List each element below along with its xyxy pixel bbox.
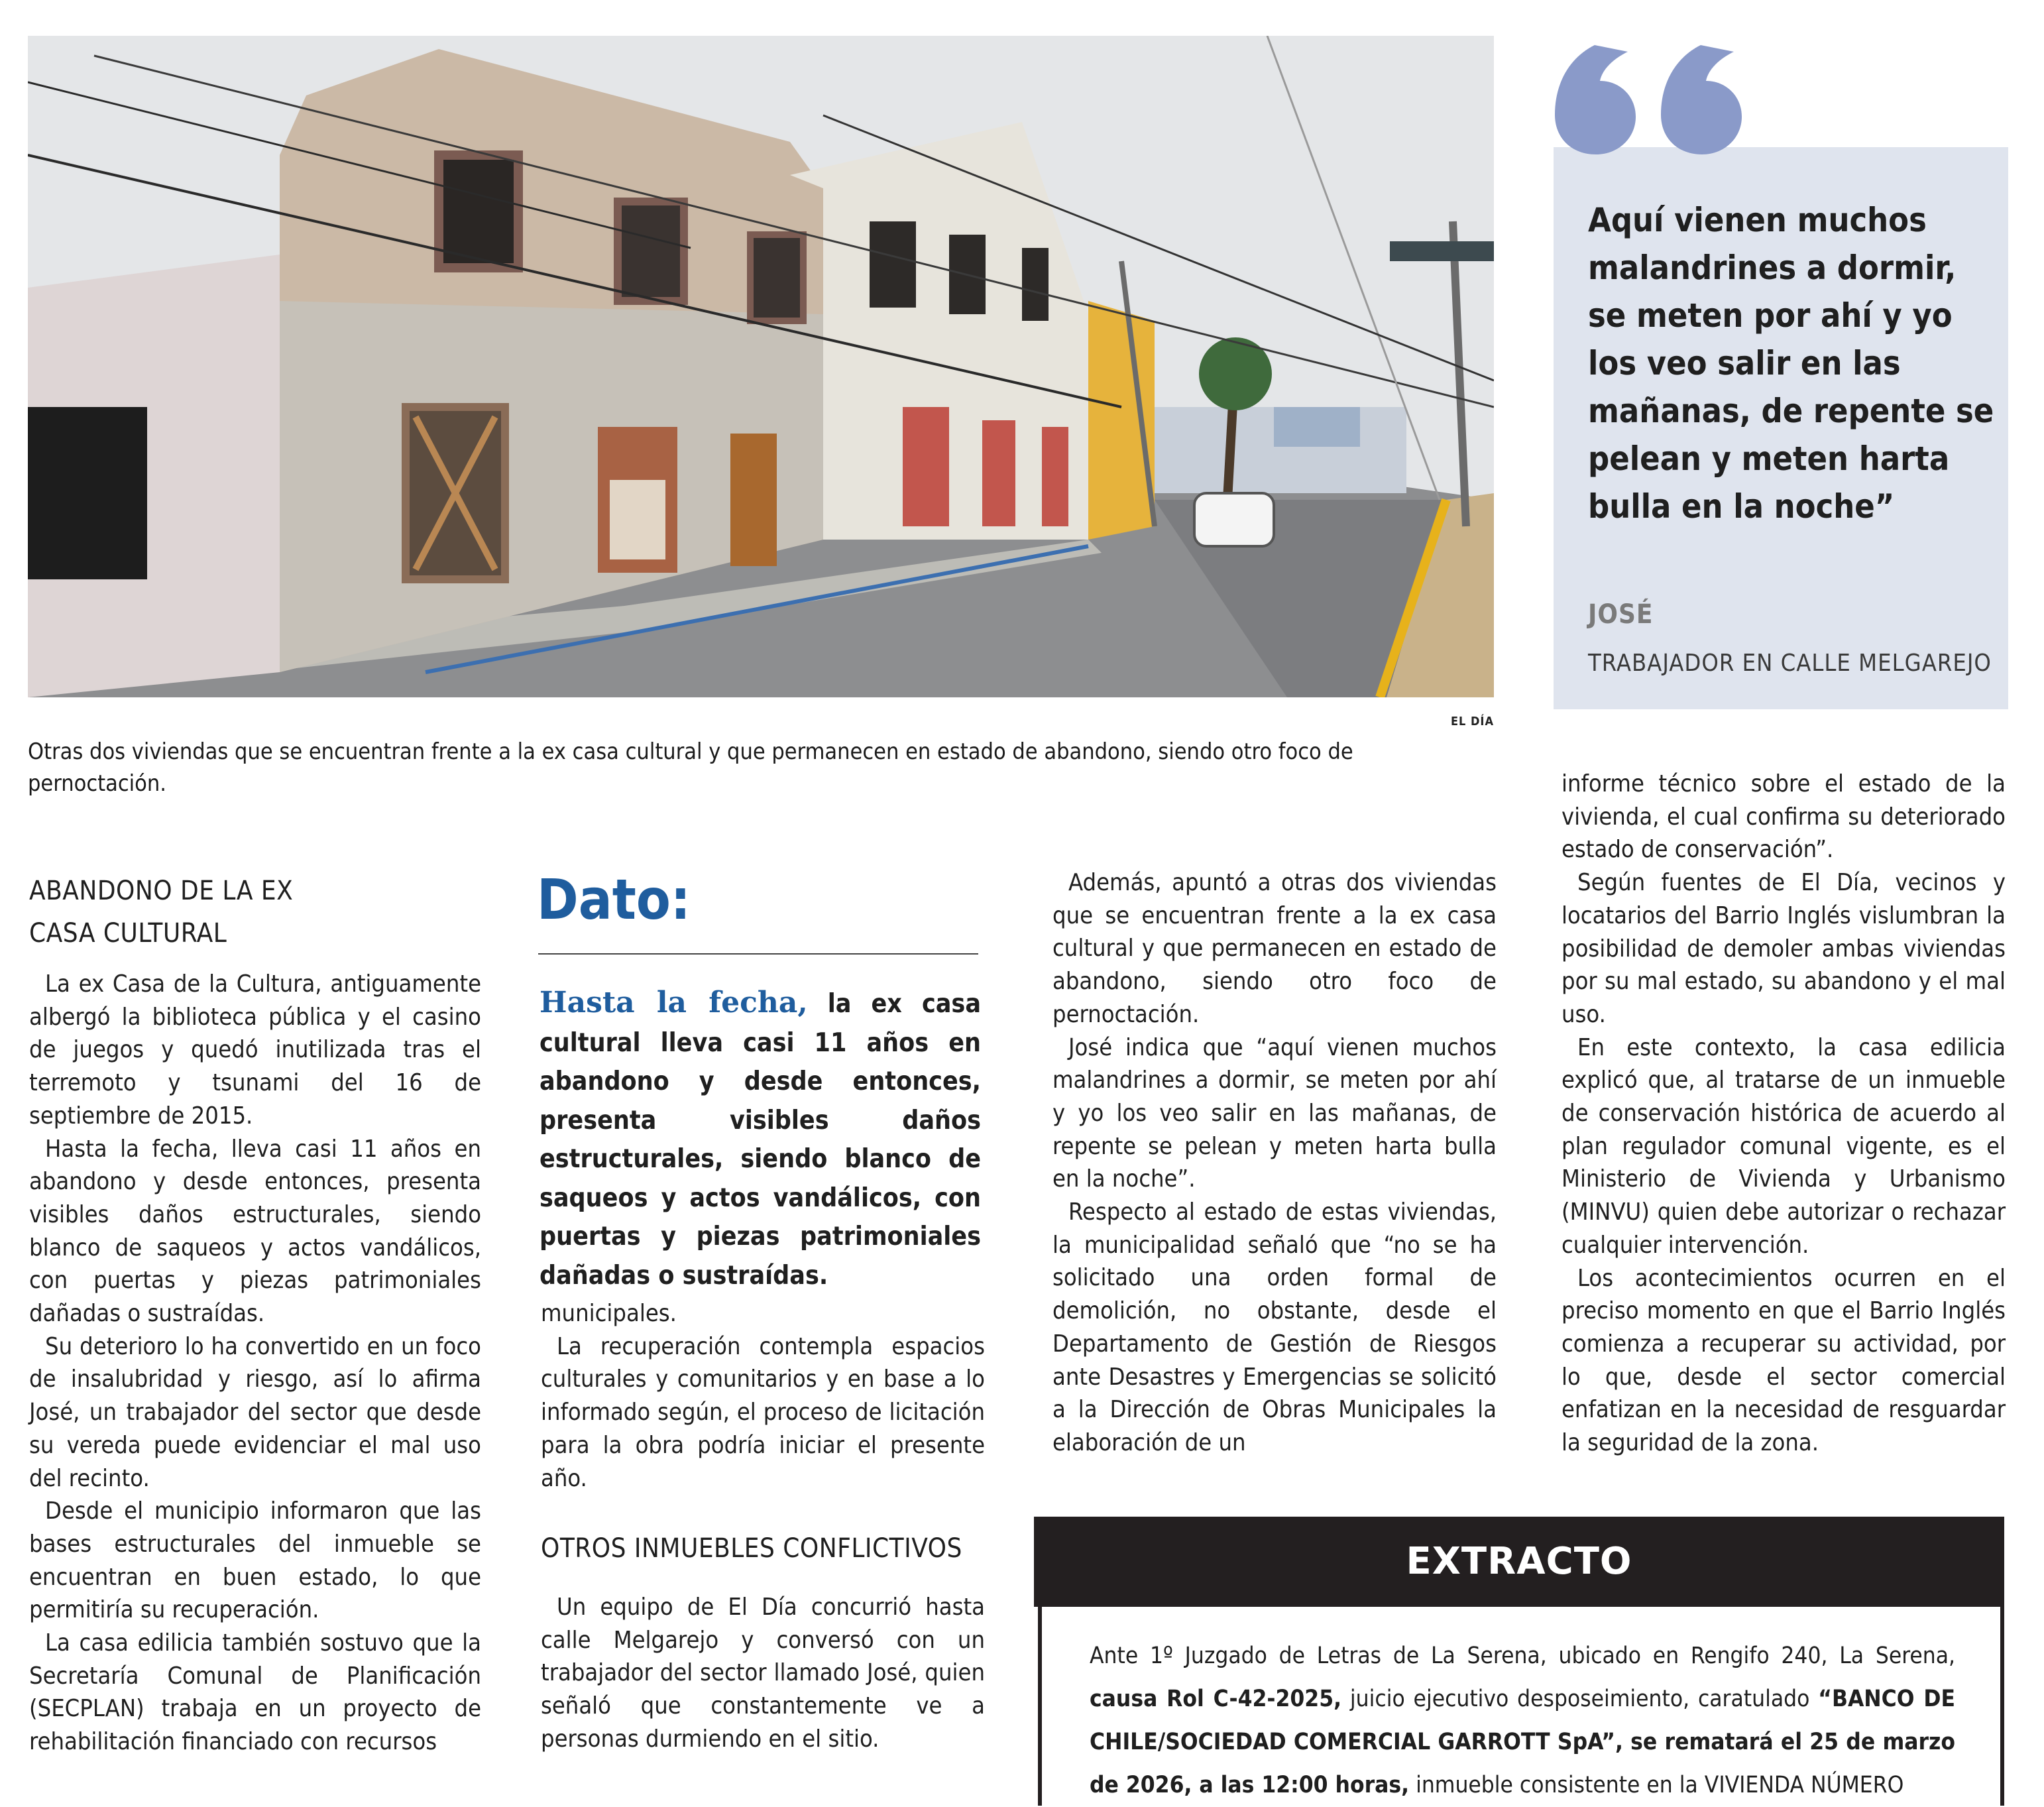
paragraph: informe técnico sobre el estado de la vivienda, el cual confirma su deteriorado estado de conservación”. [1561, 770, 2006, 864]
quote-author: JOSÉ [1588, 599, 1654, 630]
paragraph: Su deterioro lo ha convertido en un foco de insalubridad y riesgo, así lo afirma José, un trabajador del sector que desde su vereda puede evidenciar el mal uso del recinto. [29, 1332, 481, 1492]
quote-mark-icon [1555, 32, 1767, 158]
column-1-body [29, 968, 481, 1759]
column-2-body-b [541, 1591, 985, 1756]
paragraph: Un equipo de El Día concurrió hasta calle Melgarejo y conversó con un trabajador del sector llamado José, quien señaló que constantemente ve a personas durmiendo en el sitio. [541, 1594, 985, 1753]
extracto-part: inmueble consistente en la VIVIENDA NÚMERO [1409, 1772, 1904, 1798]
paragraph: José indica que “aquí vienen muchos malandrines a dormir, se meten por ahí y yo los veo salir en las mañanas, de repente se pelean y meten harta bulla en la noche”. [1052, 1033, 1497, 1193]
paragraph: Desde el municipio informaron que las bases estructurales del inmueble se encuentran en buen estado, lo que permitiría su recuperación. [29, 1497, 481, 1624]
extracto-part: Ante 1º Juzgado de Letras de La Serena, ubicado en Rengifo 240, La Serena, [1090, 1643, 1955, 1669]
extracto-part: juicio ejecutivo desposeimiento, caratulado [1341, 1686, 1819, 1712]
paragraph: La recuperación contempla espacios culturales y comunitarios y en base a lo informado según, el proceso de licitación para la obra podría iniciar el presente año. [541, 1332, 985, 1492]
photo-caption: Otras dos viviendas que se encuentran frente a la ex casa cultural y que permanecen en estado de abandono, siendo otro foco de pernoctación. [28, 738, 1353, 797]
heading-line: CASA CULTURAL [29, 918, 227, 949]
extracto-bold: causa Rol C-42-2025, [1090, 1686, 1342, 1712]
street-photo [28, 36, 1494, 697]
column-3-body [1052, 866, 1497, 1460]
dato-body: la ex casa cultural lleva casi 11 años en abandono y desde entonces, presenta visibles daños estructurales, siendo blanco de saqueos y actos vandálicos, con puertas y piezas patrimoniales dañadas o sustraídas. [539, 989, 981, 1291]
section-heading-otros: OTROS INMUEBLES CONFLICTIVOS [541, 1533, 962, 1564]
column-4-body [1561, 768, 2006, 1460]
paragraph: Respecto al estado de estas viviendas, la municipalidad señaló que “no se ha solicitado una orden formal de demolición, no obstante, desde el Departamento de Gestión de Riesgos ante Desastres y Emergencias se solicitó a la Dirección de Obras Municipales la elaboración de un [1052, 1198, 1497, 1456]
photo-credit: EL DÍA [1450, 715, 1494, 729]
quote-author-role: TRABAJADOR EN CALLE MELGAREJO [1588, 650, 1992, 677]
paragraph: La ex Casa de la Cultura, antiguamente albergó la biblioteca pública y el casino de juegos y quedó inutilizada tras el terremoto y tsunami del 16 de septiembre de 2015. [29, 970, 481, 1130]
paragraph: Además, apuntó a otras dos viviendas que se encuentran frente a la ex casa cultural y que permanecen en estado de abandono, siendo otro foco de pernoctación. [1052, 869, 1497, 1028]
paragraph: Hasta la fecha, lleva casi 11 años en abandono y desde entonces, presenta visibles daños estructurales, siendo blanco de saqueos y actos vandálicos, con puertas y piezas patrimoniales dañadas o sustraídas. [29, 1135, 481, 1328]
extracto-text [1090, 1635, 1955, 1807]
dato-lead: Hasta la fecha, [539, 986, 808, 1020]
heading-line: ABANDONO DE LA EX [29, 876, 294, 906]
paragraph: municipales. [541, 1300, 677, 1327]
paragraph: Los acontecimientos ocurren en el preciso momento en que el Barrio Inglés comienza a recuperar su actividad, por lo que, desde el sector comercial enfatizan en la necesidad de resguardar la seguridad de la zona. [1561, 1264, 2006, 1457]
paragraph: Según fuentes de El Día, vecinos y locatarios del Barrio Inglés vislumbran la posibilidad de demoler ambas viviendas por su mal estado, su abandono y el mal uso. [1561, 869, 2006, 1028]
section-heading-abandono [29, 870, 481, 955]
pull-quote: Aquí vienen muchos malandrines a dormir, se meten por ahí y yo los veo salir en las mañanas, de repente se pelean y meten harta bulla en la noche” [1588, 201, 1994, 526]
dato-title: Dato: [537, 867, 691, 932]
dato-text [539, 984, 981, 1295]
paragraph: En este contexto, la casa edilicia explicó que, al tratarse de un inmueble de conservación histórica de acuerdo al plan regulador comunal vigente, es el Ministerio de Vivienda y Urbanismo (MINVU) quien debe autorizar o rechazar cualquier intervención. [1561, 1033, 2006, 1259]
extracto-bold: “BANCO DE CHILE/SOCIEDAD COMERCIAL GARROTT SpA”, se rematará el 25 de marzo de 2026, a las 12:00 horas, [1090, 1686, 1956, 1798]
extracto-title: EXTRACTO [1406, 1540, 1632, 1583]
column-2-body [541, 1297, 985, 1495]
dato-divider [538, 953, 978, 955]
paragraph: La casa edilicia también sostuvo que la Secretaría Comunal de Planificación (SECPLAN) trabaja en un proyecto de rehabilitación financiado con recursos [29, 1629, 481, 1756]
